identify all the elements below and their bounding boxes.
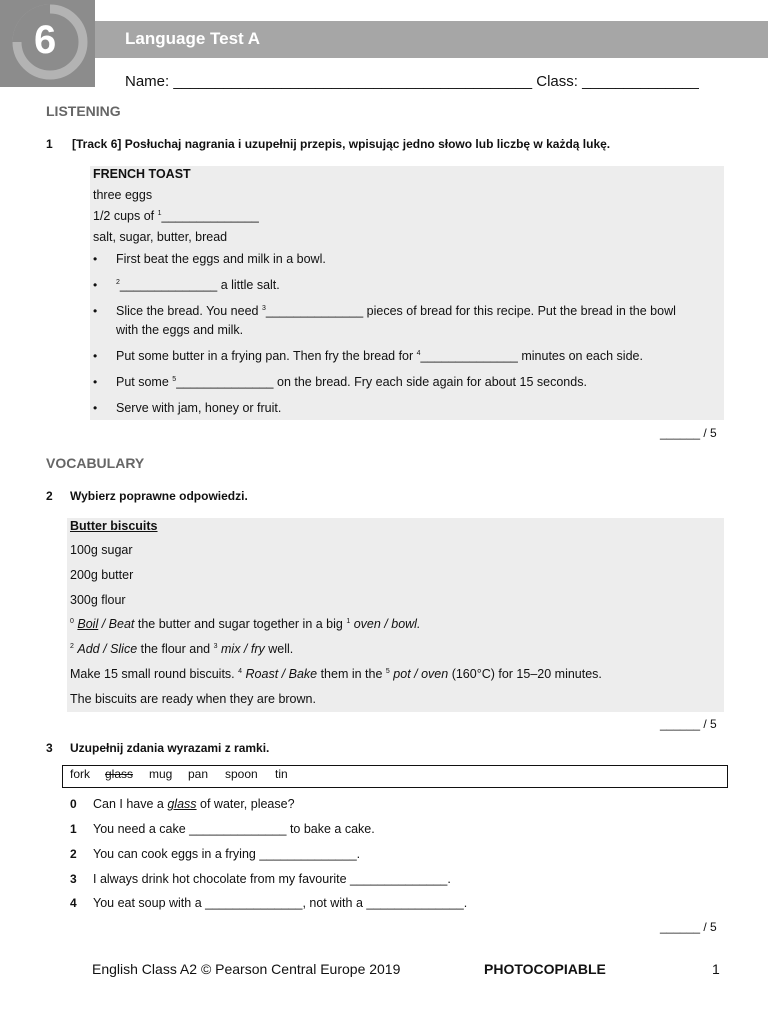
score-field[interactable]: ______ / 5 [660, 426, 717, 440]
sentence-number: 1 [70, 822, 77, 836]
sentence-line: You eat soup with a ______________, not with a ______________. [93, 896, 468, 910]
q1-number: 1 [46, 137, 53, 151]
step-line: with the eggs and milk. [116, 323, 244, 337]
ingredient-line: salt, sugar, butter, bread [93, 230, 228, 244]
word-box-item: fork [70, 767, 91, 781]
choice-option[interactable]: Add [77, 642, 100, 656]
step-line: Put some $^5$______________ on the bread. Fry each side again for about 15 seconds. [116, 375, 587, 389]
ingredient-line: 300g flour [70, 593, 126, 607]
vocabulary-heading: VOCABULARY [46, 455, 145, 471]
bullet-icon: • [93, 375, 98, 389]
biscuits-title: Butter biscuits [70, 519, 158, 533]
unit-badge [0, 0, 95, 87]
choice-option[interactable]: pot [393, 667, 411, 681]
choice-line: $^0$ Boil / Beat the butter and sugar together in a big $^1$ oven / bowl. [70, 617, 421, 631]
sentence-number: 2 [70, 847, 77, 861]
score-field[interactable]: ______ / 5 [660, 920, 717, 934]
bullet-icon: • [93, 252, 98, 266]
sentence-number: 4 [70, 896, 77, 910]
choice-option[interactable]: Boil [77, 617, 99, 631]
ingredient-line: 100g sugar [70, 543, 133, 557]
choice-line: The biscuits are ready when they are brown. [70, 692, 316, 706]
q3-instruction: Uzupełnij zdania wyrazami z ramki. [70, 741, 270, 755]
page-title: Language Test A [125, 29, 261, 48]
step-line: Serve with jam, honey or fruit. [116, 401, 282, 415]
choice-option[interactable]: Roast [245, 667, 279, 681]
choice-option[interactable]: bowl [391, 617, 417, 631]
bullet-icon: • [93, 401, 98, 415]
q2-instruction: Wybierz poprawne odpowiedzi. [70, 489, 248, 503]
sentence-line: You can cook eggs in a frying ______________. [93, 847, 361, 861]
unit-number: 6 [34, 18, 57, 62]
sentence-line: I always drink hot chocolate from my favourite ______________. [93, 872, 451, 886]
choice-option[interactable]: oven [421, 667, 449, 681]
page-number: 1 [712, 961, 720, 977]
q2-number: 2 [46, 489, 53, 503]
listening-heading: LISTENING [46, 103, 121, 119]
ingredient-line: three eggs [93, 188, 153, 202]
recipe-title: FRENCH TOAST [93, 167, 191, 181]
step-line: Slice the bread. You need $^3$______________ pieces of bread for this recipe. Put the bread in the bowl [116, 304, 676, 318]
choice-option[interactable]: mix [221, 642, 241, 656]
word-box-item: mug [149, 767, 173, 781]
biscuits-panel [67, 518, 724, 712]
choice-option[interactable]: Beat [108, 617, 135, 631]
choice-option[interactable]: Bake [288, 667, 318, 681]
bullet-icon: • [93, 278, 98, 292]
choice-option[interactable]: Slice [110, 642, 138, 656]
sentence-number: 3 [70, 872, 77, 886]
choice-line: $^2$ Add / Slice the flour and $^3$ mix / fry well. [70, 642, 294, 656]
choice-option[interactable]: oven [353, 617, 381, 631]
ingredient-line: 200g butter [70, 568, 134, 582]
copyright: English Class A2 © Pearson Central Europe 2019 [92, 961, 401, 977]
photocopiable-label: PHOTOCOPIABLE [484, 961, 606, 977]
word-box-item: glass [105, 767, 134, 781]
q3-number: 3 [46, 741, 53, 755]
ingredient-line: 1/2 cups of $^1$______________ [93, 209, 259, 223]
q1-instruction: [Track 6] Posłuchaj nagrania i uzupełnij przepis, wpisując jedno słowo lub liczbę w każdą lukę. [72, 137, 611, 151]
name-class-line: Name: ___________________________________________ Class: ______________ [125, 73, 699, 90]
sentence-number: 0 [70, 797, 77, 811]
bullet-icon: • [93, 304, 98, 318]
word-box-item: pan [188, 767, 209, 781]
word-box-item: tin [275, 767, 288, 781]
step-line: $^2$______________ a little salt. [116, 278, 280, 292]
choice-line: Make 15 small round biscuits. $^4$ Roast / Bake them in the $^5$ pot / oven (160°C) for 15–20 minutes. [70, 667, 602, 681]
sentence-line: You need a cake ______________ to bake a cake. [93, 822, 375, 836]
word-box-item: spoon [225, 767, 258, 781]
choice-option[interactable]: fry [250, 642, 265, 656]
bullet-icon: • [93, 349, 98, 363]
step-line: Put some butter in a frying pan. Then fry the bread for $^4$______________ minutes on each side. [116, 349, 643, 363]
step-line: First beat the eggs and milk in a bowl. [116, 252, 326, 266]
sentence-line: Can I have a glass of water, please? [93, 797, 295, 811]
score-field[interactable]: ______ / 5 [660, 717, 717, 731]
